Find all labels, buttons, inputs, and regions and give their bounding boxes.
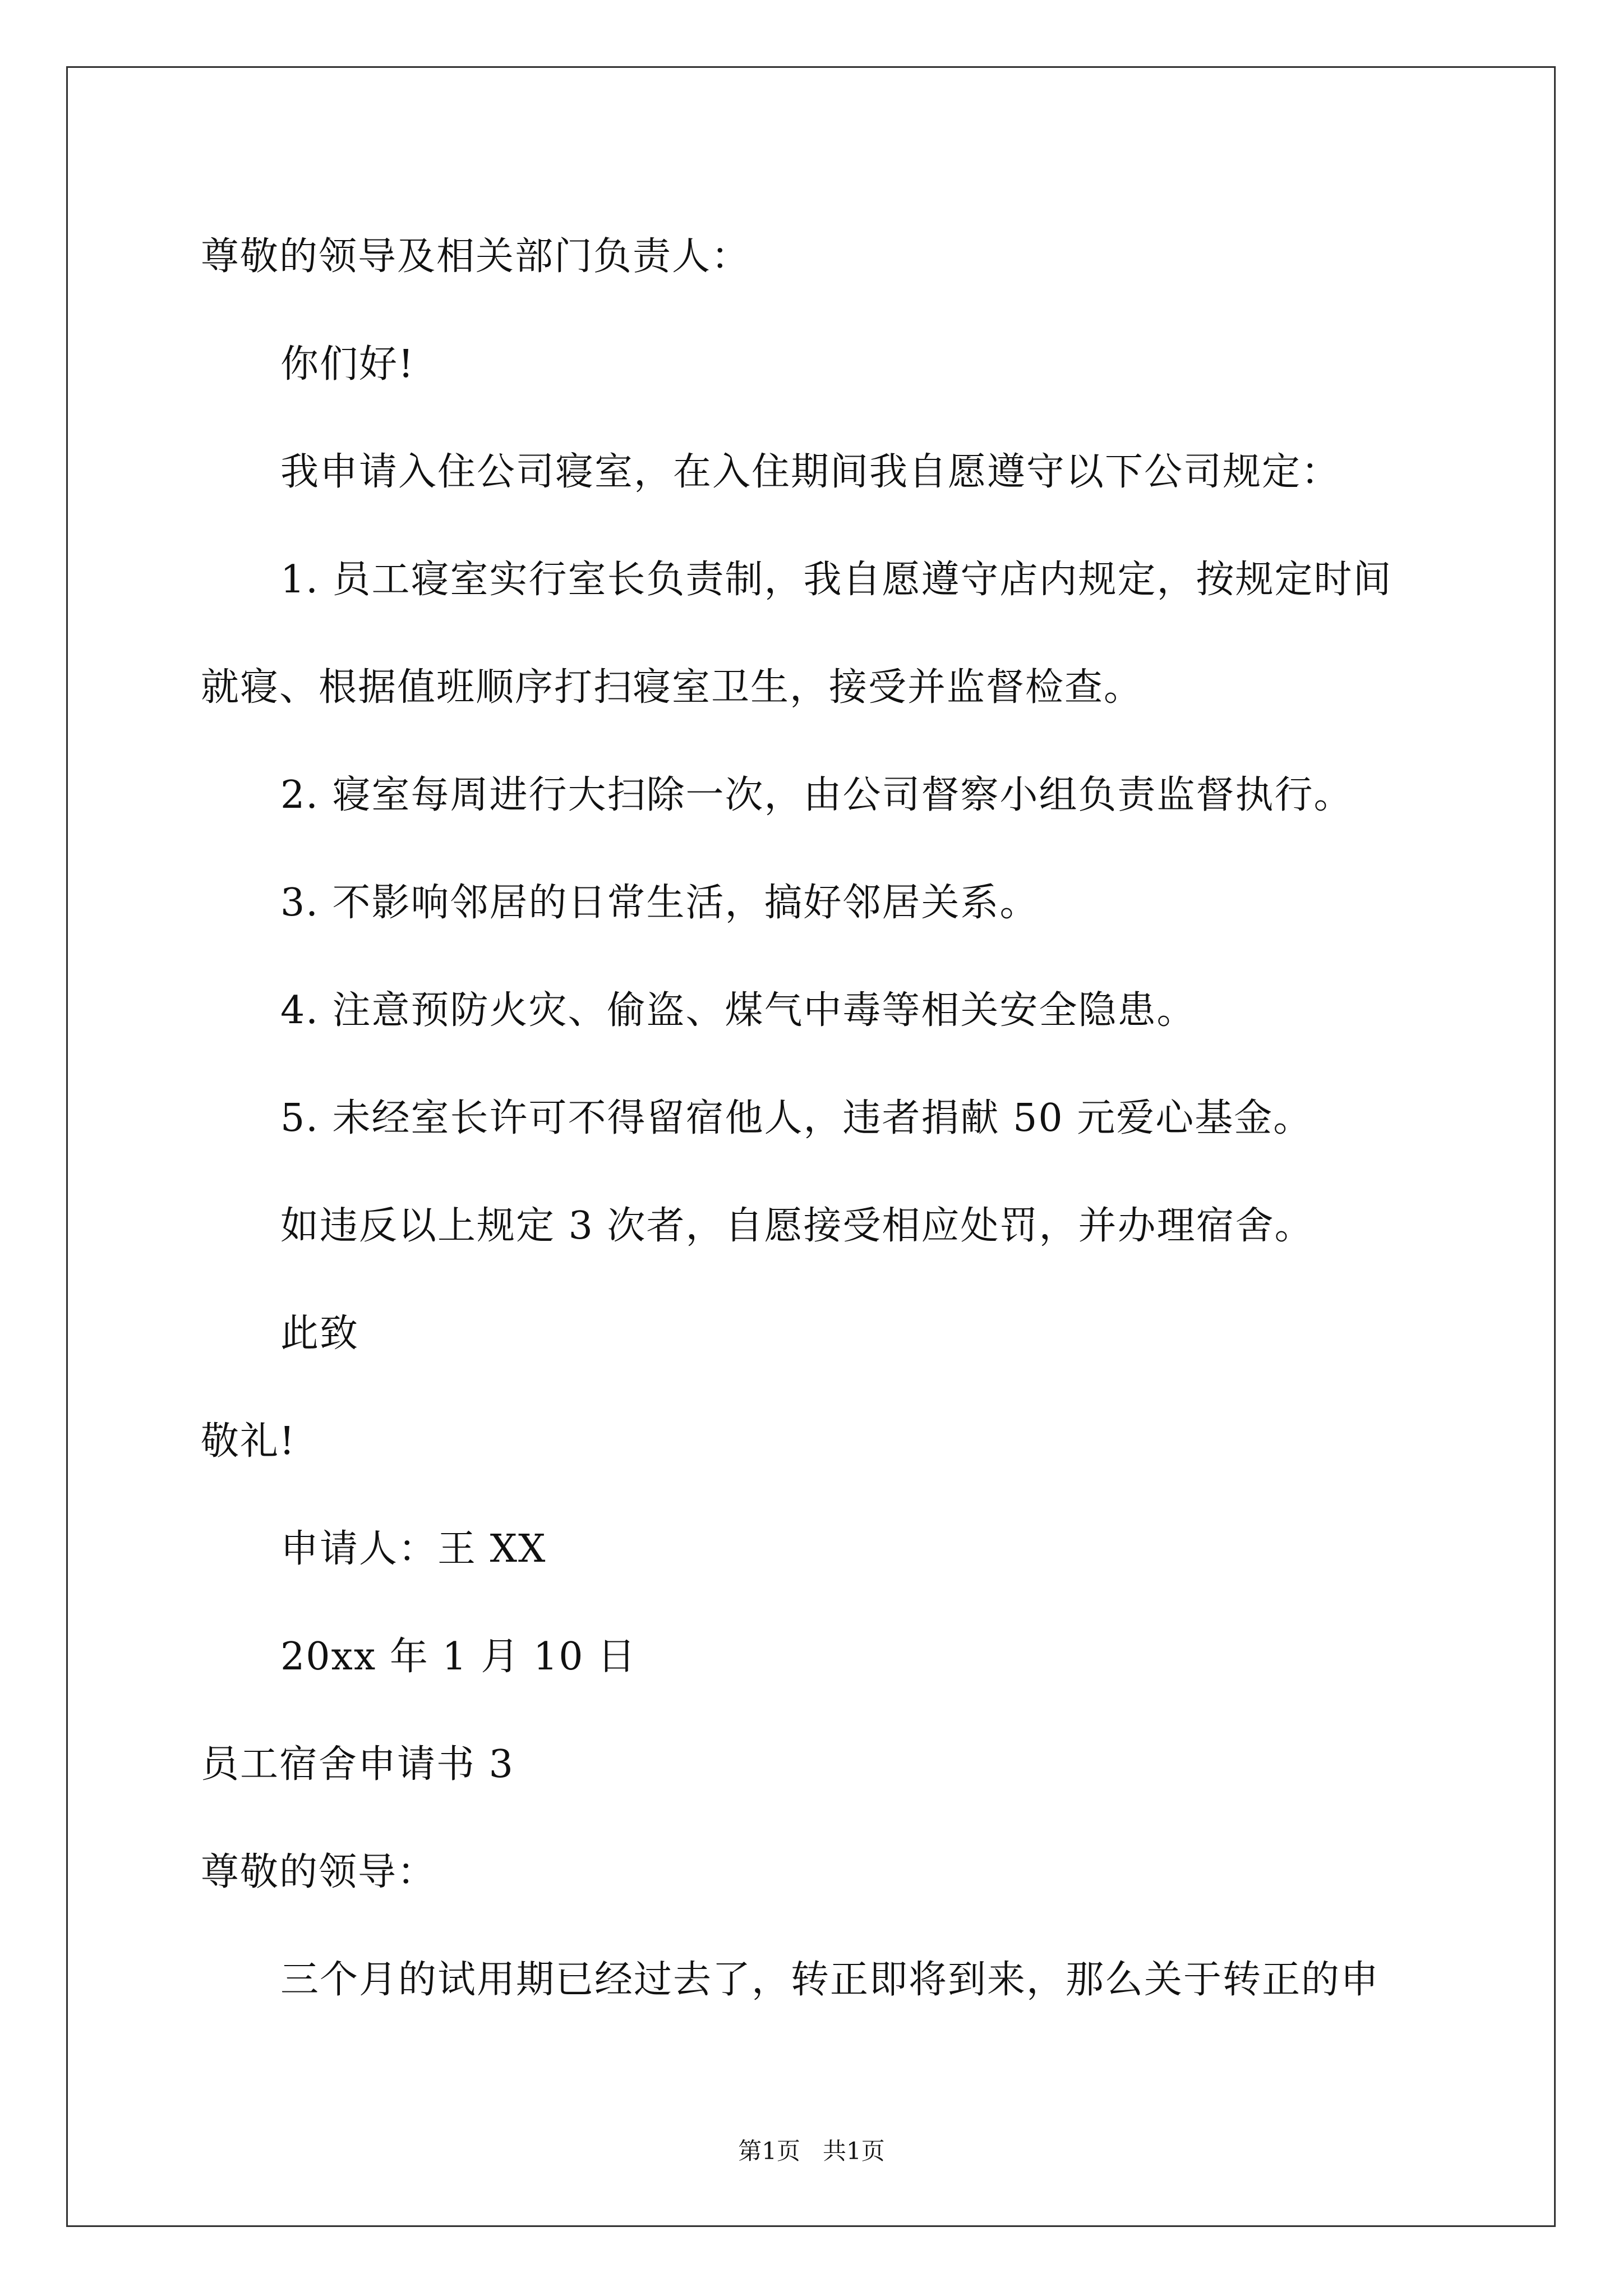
rule-1-line-a: 1. 员工寝室实行室长负责制，我自愿遵守店内规定，按规定时间 — [280, 558, 1393, 602]
rule-1-line-b: 就寝、根据值班顺序打扫寝室卫生，接受并监督检查。 — [201, 665, 1144, 710]
regards-line: 敬礼! — [201, 1419, 296, 1464]
applicant-line: 申请人：王 XX — [280, 1527, 547, 1571]
page-border — [66, 66, 1556, 2227]
rule-3-line: 3. 不影响邻居的日常生活，搞好邻居关系。 — [280, 881, 1039, 925]
greeting-line: 你们好! — [280, 342, 415, 386]
page-footer: 第1页 共1页 — [738, 2137, 885, 2165]
intro-line: 我申请入住公司寝室，在入住期间我自愿遵守以下公司规定： — [280, 450, 1341, 494]
penalty-line: 如违反以上规定 3 次者，自愿接受相应处罚，并办理宿舍。 — [280, 1204, 1314, 1248]
body-2-line: 三个月的试用期已经过去了，转正即将到来，那么关于转正的申 — [280, 1958, 1380, 2002]
date-line: 20xx 年 1 月 10 日 — [280, 1635, 637, 1679]
salutation-2-line: 尊敬的领导： — [201, 1850, 437, 1894]
rule-2-line: 2. 寝室每周进行大扫除一次，由公司督察小组负责监督执行。 — [280, 773, 1353, 817]
rule-5-line: 5. 未经室长许可不得留宿他人，违者捐献 50 元爱心基金。 — [280, 1096, 1313, 1140]
section-title: 员工宿舍申请书 3 — [201, 1742, 514, 1787]
closing-line: 此致 — [280, 1312, 359, 1356]
salutation-line: 尊敬的领导及相关部门负责人： — [201, 234, 751, 279]
rule-4-line: 4. 注意预防火灾、偷盗、煤气中毒等相关安全隐患。 — [280, 988, 1196, 1033]
